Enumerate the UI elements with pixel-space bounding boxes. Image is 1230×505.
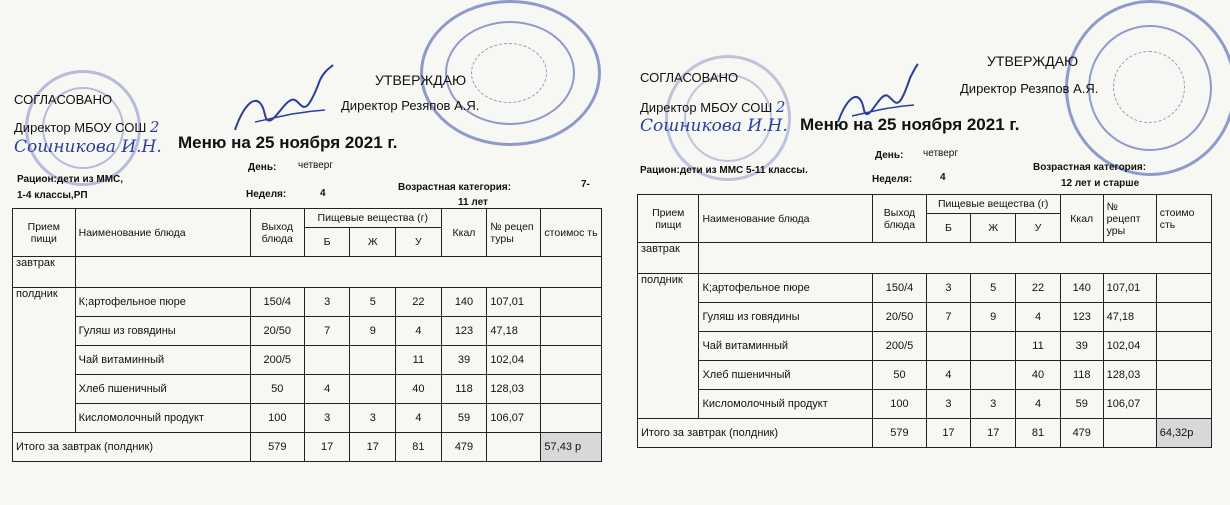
header-nutrients: Пищевые вещества (г): [304, 209, 441, 228]
dish-recipe: 128,03: [1103, 361, 1156, 390]
dish-cost: [541, 317, 602, 346]
dish-kcal: 118: [441, 375, 487, 404]
dish-zh: 3: [971, 390, 1016, 419]
dish-name: Чай витаминный: [75, 346, 250, 375]
approved-label: УТВЕРЖДАЮ: [375, 72, 467, 88]
dish-b: 3: [304, 404, 350, 433]
agreed-label: СОГЛАСОВАНО: [14, 92, 113, 107]
dish-cost: [541, 288, 602, 317]
header-dish: Наименование блюда: [75, 209, 250, 257]
age-label: Возрастная категория:: [398, 182, 512, 193]
dish-b: 3: [926, 274, 971, 303]
agreed-by: Директор МБОУ СОШ 2: [640, 98, 786, 116]
dish-zh: 5: [971, 274, 1016, 303]
total-zh: 17: [971, 419, 1016, 448]
menu-table: [12, 208, 602, 462]
dish-u: 4: [1016, 390, 1061, 419]
age-label: Возрастная категория:: [1033, 162, 1147, 173]
dish-name: Хлеб пшеничный: [699, 361, 873, 390]
dish-name: Чай витаминный: [699, 332, 873, 361]
dish-b: [304, 346, 350, 375]
dish-cost: [1156, 274, 1211, 303]
table-row: [13, 375, 602, 404]
header-u: У: [396, 228, 442, 257]
age-value-a: 7-: [581, 179, 590, 190]
total-row: [638, 419, 1212, 448]
table-row: [13, 317, 602, 346]
dish-zh: 9: [971, 303, 1016, 332]
total-row: [13, 433, 602, 462]
dish-output: 200/5: [250, 346, 304, 375]
table-row: [638, 303, 1212, 332]
table-row: [13, 404, 602, 433]
dish-u: 22: [396, 288, 442, 317]
approved-label: УТВЕРЖДАЮ: [987, 53, 1079, 69]
meal-row: [638, 243, 1212, 274]
dish-name: Кисломолочный продукт: [75, 404, 250, 433]
dish-recipe: 47,18: [1103, 303, 1156, 332]
dish-recipe: 102,04: [1103, 332, 1156, 361]
meal-row: [13, 257, 602, 288]
meal-snack: полдник: [638, 274, 699, 419]
day-value: четверг: [923, 148, 958, 159]
total-b: 17: [304, 433, 350, 462]
dish-cost: [541, 375, 602, 404]
header-zh: Ж: [350, 228, 396, 257]
dish-output: 50: [250, 375, 304, 404]
dish-cost: [541, 346, 602, 375]
dish-name: Кисломолочный продукт: [699, 390, 873, 419]
dish-b: 4: [304, 375, 350, 404]
week-label: Неделя:: [872, 174, 913, 185]
dish-output: 20/50: [873, 303, 926, 332]
menu-sheet-right: [615, 0, 1230, 505]
dish-u: 22: [1016, 274, 1061, 303]
header-b: Б: [926, 214, 971, 243]
dish-recipe: 47,18: [487, 317, 541, 346]
agreed-label: СОГЛАСОВАНО: [640, 70, 739, 85]
table-row: [638, 361, 1212, 390]
total-recipe: [1103, 419, 1156, 448]
menu-table: [637, 194, 1212, 448]
dish-recipe: 107,01: [487, 288, 541, 317]
table-row: [13, 288, 602, 317]
total-kcal: 479: [1060, 419, 1103, 448]
dish-kcal: 118: [1060, 361, 1103, 390]
day-label: День:: [875, 150, 904, 161]
dish-recipe: 106,07: [1103, 390, 1156, 419]
header-dish: Наименование блюда: [699, 195, 873, 243]
dish-zh: [350, 375, 396, 404]
ration-line2: 1-4 классы,РП: [17, 190, 88, 201]
meal-snack: полдник: [13, 288, 76, 433]
approved-by: Директор Резяпов А.Я.: [341, 98, 480, 113]
total-u: 81: [396, 433, 442, 462]
dish-name: Гуляш из говядины: [699, 303, 873, 332]
agreed-signature: Сошникова И.Н.: [640, 116, 788, 136]
total-b: 17: [926, 419, 971, 448]
total-output: 579: [873, 419, 926, 448]
approved-by: Директор Резяпов А.Я.: [960, 81, 1099, 96]
dish-cost: [1156, 303, 1211, 332]
dish-cost: [1156, 390, 1211, 419]
ration-line1: Рацион:дети из ММС,: [17, 174, 124, 185]
header-recipe: № рецеп туры: [487, 209, 541, 257]
dish-cost: [1156, 361, 1211, 390]
menu-title: Меню на 25 ноября 2021 г.: [800, 115, 1020, 134]
dish-zh: [971, 361, 1016, 390]
header-row: [13, 209, 602, 228]
header-meal: Прием пищи: [638, 195, 699, 243]
dish-recipe: 102,04: [487, 346, 541, 375]
total-kcal: 479: [441, 433, 487, 462]
agreed-by: Директор МБОУ СОШ 2: [14, 118, 160, 136]
dish-output: 200/5: [873, 332, 926, 361]
dish-zh: 3: [350, 404, 396, 433]
dish-cost: [1156, 332, 1211, 361]
dish-output: 100: [250, 404, 304, 433]
menu-title: Меню на 25 ноября 2021 г.: [178, 133, 398, 152]
dish-b: 3: [926, 390, 971, 419]
dish-b: 7: [926, 303, 971, 332]
dish-b: [926, 332, 971, 361]
dish-name: Хлеб пшеничный: [75, 375, 250, 404]
dish-cost: [541, 404, 602, 433]
age-value: 12 лет и старше: [1061, 178, 1140, 189]
dish-name: К;артофельное пюре: [75, 288, 250, 317]
total-u: 81: [1016, 419, 1061, 448]
total-label: Итого за завтрак (полдник): [13, 433, 251, 462]
dish-name: Гуляш из говядины: [75, 317, 250, 346]
dish-b: 7: [304, 317, 350, 346]
table-row: [638, 390, 1212, 419]
header-cost: стоимос ть: [541, 209, 602, 257]
dish-output: 150/4: [873, 274, 926, 303]
meal-breakfast: завтрак: [638, 243, 699, 274]
header-cost: стоимо сть: [1156, 195, 1211, 243]
dish-b: 4: [926, 361, 971, 390]
dish-output: 20/50: [250, 317, 304, 346]
total-cost: 57,43 р: [541, 433, 602, 462]
age-value-b: 11 лет: [458, 197, 488, 208]
week-value: 4: [940, 172, 946, 183]
total-zh: 17: [350, 433, 396, 462]
header-kcal: Ккал: [1060, 195, 1103, 243]
week-label: Неделя:: [246, 189, 287, 200]
dish-u: 4: [396, 317, 442, 346]
total-output: 579: [250, 433, 304, 462]
table-row: [13, 346, 602, 375]
dish-kcal: 59: [441, 404, 487, 433]
header-kcal: Ккал: [441, 209, 487, 257]
dish-u: 11: [1016, 332, 1061, 361]
dish-u: 4: [1016, 303, 1061, 332]
dish-zh: [971, 332, 1016, 361]
dish-zh: 5: [350, 288, 396, 317]
dish-output: 50: [873, 361, 926, 390]
dish-output: 150/4: [250, 288, 304, 317]
total-cost: 64,32р: [1156, 419, 1211, 448]
dish-u: 4: [396, 404, 442, 433]
dish-zh: 9: [350, 317, 396, 346]
director-signature: [225, 60, 335, 140]
dish-recipe: 107,01: [1103, 274, 1156, 303]
header-row: [638, 195, 1212, 214]
header-meal: Прием пищи: [13, 209, 76, 257]
header-nutrients: Пищевые вещества (г): [926, 195, 1060, 214]
header-output: Выход блюда: [250, 209, 304, 257]
header-u: У: [1016, 214, 1061, 243]
dish-recipe: 128,03: [487, 375, 541, 404]
header-b: Б: [304, 228, 350, 257]
table-row: [638, 332, 1212, 361]
dish-output: 100: [873, 390, 926, 419]
total-recipe: [487, 433, 541, 462]
dish-b: 3: [304, 288, 350, 317]
dish-kcal: 140: [441, 288, 487, 317]
dish-kcal: 39: [441, 346, 487, 375]
dish-kcal: 123: [1060, 303, 1103, 332]
dish-u: 11: [396, 346, 442, 375]
dish-recipe: 106,07: [487, 404, 541, 433]
header-output: Выход блюда: [873, 195, 926, 243]
dish-kcal: 39: [1060, 332, 1103, 361]
total-label: Итого за завтрак (полдник): [638, 419, 873, 448]
dish-u: 40: [396, 375, 442, 404]
dish-kcal: 123: [441, 317, 487, 346]
dish-zh: [350, 346, 396, 375]
header-zh: Ж: [971, 214, 1016, 243]
agreed-signature: Сошникова И.Н.: [14, 137, 162, 157]
dish-u: 40: [1016, 361, 1061, 390]
table-row: [638, 274, 1212, 303]
meal-breakfast: завтрак: [13, 257, 76, 288]
dish-kcal: 59: [1060, 390, 1103, 419]
day-value: четверг: [298, 160, 333, 171]
day-label: День:: [248, 162, 277, 173]
ration-line1: Рацион:дети из ММС 5-11 классы.: [640, 165, 808, 176]
dish-kcal: 140: [1060, 274, 1103, 303]
week-value: 4: [320, 188, 326, 199]
dish-name: К;артофельное пюре: [699, 274, 873, 303]
header-recipe: № рецепт уры: [1103, 195, 1156, 243]
